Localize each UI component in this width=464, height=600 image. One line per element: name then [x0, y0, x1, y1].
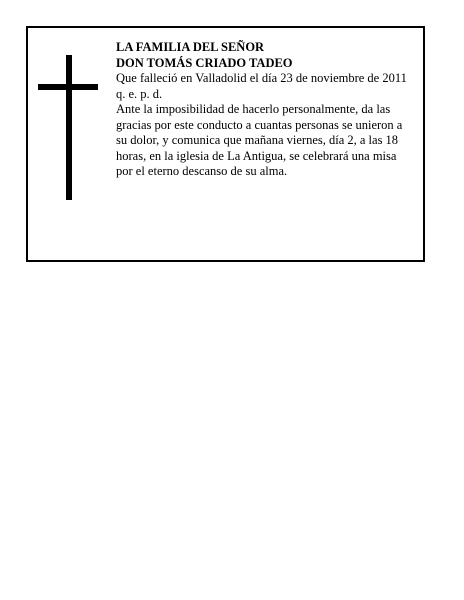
notice-text [116, 40, 416, 180]
heading-family: LA FAMILIA DEL SEÑOR [116, 40, 265, 54]
obituary-notice [26, 26, 425, 262]
qepd-line: q. e. p. d. [116, 86, 163, 101]
death-statement: Que falleció en Valladolid el día 23 de noviembre de 2011 [116, 71, 407, 85]
cross-horizontal-bar [38, 84, 98, 90]
cross-vertical-bar [66, 55, 72, 200]
notice-body: Ante la imposibilidad de hacerlo personalmente, da las gracias por este conducto a cuantas personas se unieron a su dolor, y comunica que mañana viernes, día 2, a las 18 horas, en la iglesia de La Antigua, se celebrará una misa por el eterno descanso de su alma. [116, 102, 403, 178]
heading-deceased-name: DON TOMÁS CRIADO TADEO [116, 55, 293, 70]
cross-icon [38, 55, 98, 200]
